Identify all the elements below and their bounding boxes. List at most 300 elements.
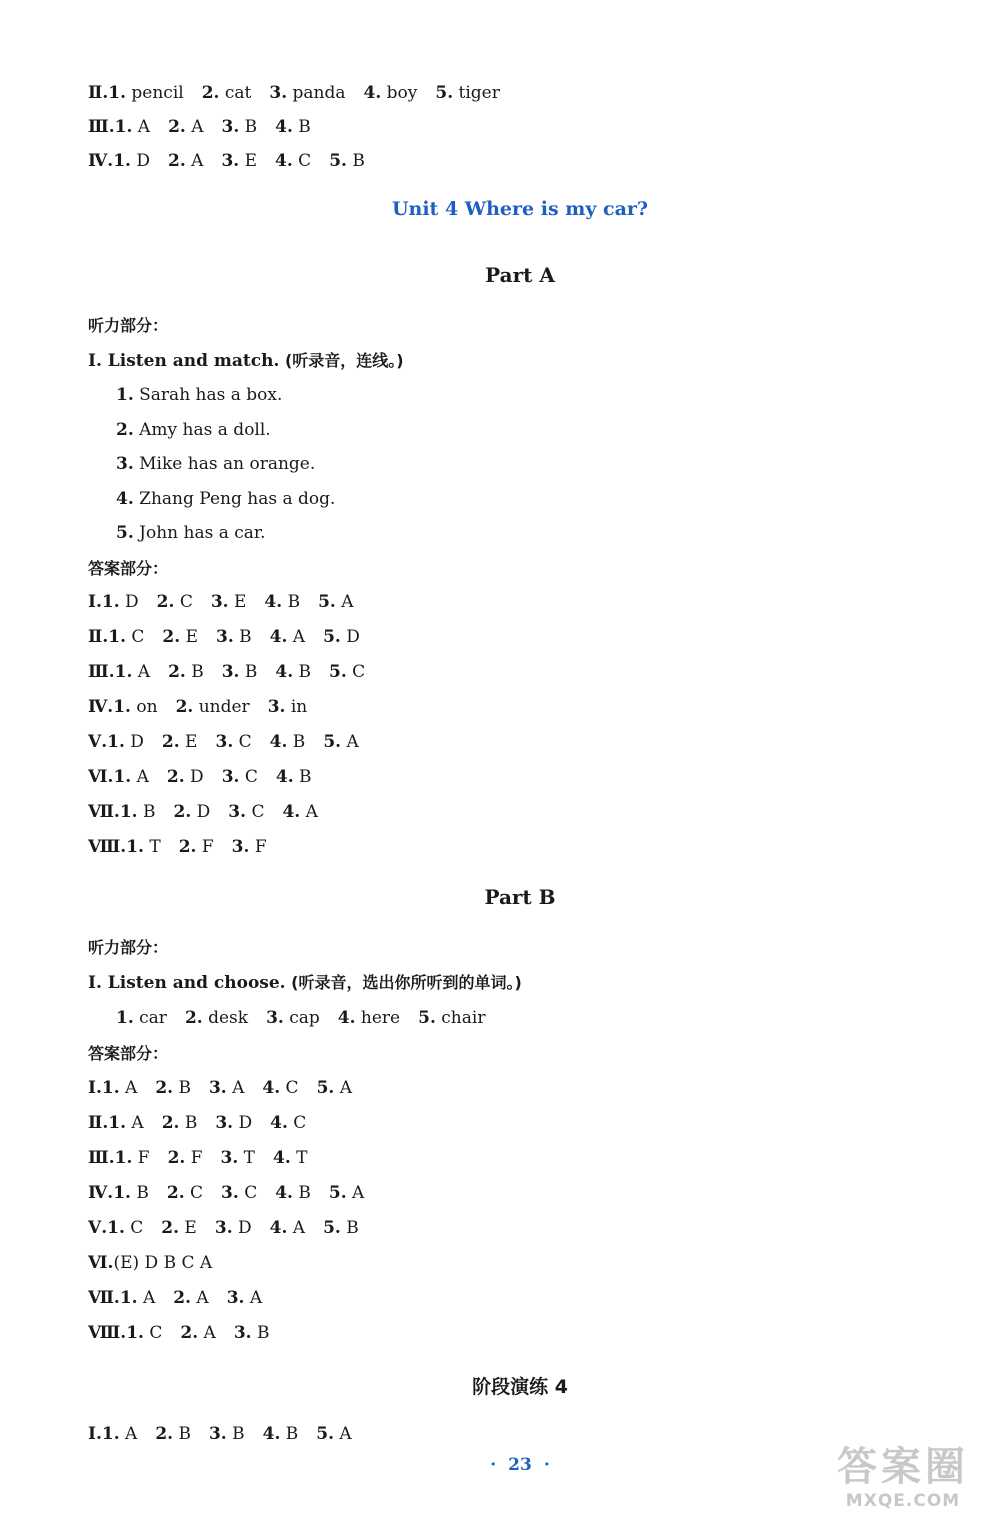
- answer-item: [162, 624, 198, 650]
- item-number: 2.: [173, 1288, 192, 1308]
- answer-item: [264, 589, 300, 615]
- item-number: 3.: [267, 697, 286, 717]
- section-numeral: Ⅱ.: [88, 83, 109, 103]
- answer-item: [316, 1421, 351, 1447]
- answer-item: [162, 729, 198, 755]
- item-number: 1.: [113, 697, 131, 717]
- item-answer: C: [287, 1113, 307, 1133]
- item-number: 3.: [228, 802, 247, 822]
- section-numeral: Ⅴ.: [88, 732, 108, 752]
- item-number: 3.: [266, 1008, 284, 1028]
- item-number: 2.: [161, 1113, 180, 1133]
- answer-item: [174, 799, 211, 825]
- item-number: 2.: [180, 1323, 199, 1343]
- item-answer: B: [173, 1424, 191, 1444]
- item-number: 3.: [231, 837, 250, 857]
- answer-section-label: 答案部分：: [88, 1044, 169, 1063]
- item-answer: C: [246, 802, 265, 822]
- item-text: here: [355, 1008, 401, 1028]
- item-number: 4.: [275, 1183, 293, 1203]
- answer-item: [113, 1180, 149, 1206]
- item-answer: A: [185, 117, 204, 137]
- item-answer: A: [185, 151, 204, 171]
- item-answer: D: [233, 1113, 253, 1133]
- item-answer: E: [180, 627, 198, 647]
- item-answer: F: [185, 1148, 203, 1168]
- item-number: 5.: [323, 732, 342, 752]
- answer-row: [88, 148, 383, 174]
- answer-row: [88, 80, 518, 106]
- item-answer: A: [287, 1218, 306, 1238]
- item-answer: on: [130, 697, 158, 717]
- item-answer: A: [132, 662, 151, 682]
- answer-item: [180, 1320, 215, 1346]
- item-number: 2.: [166, 1183, 185, 1203]
- item-number: 2.: [173, 802, 192, 822]
- answer-item: [216, 624, 252, 650]
- answer-item: [115, 114, 150, 140]
- item-number: 4.: [262, 1078, 281, 1098]
- answer-row: [88, 1180, 382, 1206]
- item-number: 1.: [101, 1424, 120, 1444]
- page-number-dot: ·: [490, 1455, 497, 1475]
- answer-item: [270, 729, 306, 755]
- answer-row: [88, 1145, 326, 1171]
- item-number: 3.: [216, 627, 234, 647]
- item-number: 4.: [273, 1148, 291, 1168]
- item-answer: B: [239, 662, 258, 682]
- item-answer: B: [340, 1218, 359, 1238]
- answer-item: [234, 1320, 270, 1346]
- section-numeral: Ⅱ.: [88, 1113, 109, 1133]
- item-number: 1.: [116, 1008, 134, 1028]
- answer-item: [107, 729, 144, 755]
- item-number: 2.: [161, 1218, 180, 1238]
- item-answer: C: [238, 1183, 258, 1203]
- item-answer: B: [130, 1183, 149, 1203]
- item-number: 5.: [323, 627, 341, 647]
- answer-item: [161, 1215, 197, 1241]
- task-instruction-en: Listen and match.: [101, 351, 280, 371]
- item-answer: A: [244, 1288, 263, 1308]
- item-answer: D: [340, 627, 360, 647]
- item-answer: B: [287, 732, 306, 752]
- answer-item: [317, 1075, 352, 1101]
- item-answer: B: [251, 1323, 270, 1343]
- section-numeral: Ⅰ.: [88, 1424, 102, 1444]
- item-answer: A: [131, 767, 149, 787]
- item-answer: F: [132, 1148, 150, 1168]
- item-answer: B: [137, 802, 156, 822]
- section-numeral: Ⅳ.: [88, 1183, 114, 1203]
- item-number: 1.: [108, 83, 126, 103]
- page-number-value: 23: [508, 1455, 532, 1475]
- item-number: 2.: [168, 151, 186, 171]
- item-number: 5.: [323, 1218, 341, 1238]
- item-number: 4.: [269, 1218, 288, 1238]
- item-number: 4.: [262, 1424, 281, 1444]
- item-answer: B: [233, 627, 252, 647]
- word-item: [185, 1005, 248, 1031]
- answer-item: [329, 659, 365, 685]
- answer-item: [275, 659, 311, 685]
- section-numeral: Ⅷ.: [88, 1323, 127, 1343]
- item-answer: A: [300, 802, 318, 822]
- item-number: 2.: [155, 1078, 174, 1098]
- item-number: 3.: [221, 117, 240, 137]
- item-number: 2.: [161, 732, 180, 752]
- section-numeral: Ⅳ.: [88, 697, 114, 717]
- item-answer: A: [341, 732, 359, 752]
- answer-row: [88, 659, 383, 685]
- answer-item: [215, 729, 251, 755]
- answer-row: [88, 589, 372, 615]
- item-number: 2.: [162, 627, 181, 647]
- item-number: 3.: [215, 1113, 234, 1133]
- answer-item: [168, 1145, 203, 1171]
- answer-item: [108, 624, 144, 650]
- answer-item: [222, 764, 258, 790]
- answer-item: [115, 659, 150, 685]
- sentence-number: 2.: [116, 420, 134, 440]
- answer-item: [168, 114, 203, 140]
- item-answer: B: [293, 767, 312, 787]
- item-answer: C: [184, 1183, 204, 1203]
- item-number: 3.: [269, 83, 288, 103]
- answer-row: [88, 114, 329, 140]
- item-answer: A: [346, 1183, 365, 1203]
- item-number: 3.: [221, 151, 240, 171]
- answer-row: [88, 1320, 287, 1346]
- answer-item: [262, 1075, 298, 1101]
- task-instruction-zh: (听录音，连线。): [279, 351, 404, 370]
- answer-item: [157, 589, 193, 615]
- item-number: 1.: [119, 802, 138, 822]
- item-answer: B: [280, 1424, 299, 1444]
- answer-item: [282, 799, 317, 825]
- answer-item: [113, 148, 150, 174]
- answer-row: [88, 1250, 212, 1276]
- word-list-row: [116, 1005, 503, 1031]
- item-number: 1.: [119, 1288, 138, 1308]
- answer-item: [113, 694, 157, 720]
- item-number: 3.: [221, 1183, 239, 1203]
- sentence-number: 3.: [116, 454, 134, 474]
- item-answer: pencil: [126, 83, 184, 103]
- section-numeral: Ⅰ.: [88, 1078, 102, 1098]
- stage-title: 阶段演练 4: [472, 1376, 568, 1398]
- item-number: 4.: [264, 592, 283, 612]
- item-answer: under: [193, 697, 250, 717]
- item-number: 3.: [221, 767, 240, 787]
- item-answer: C: [233, 732, 252, 752]
- section-numeral: Ⅴ.: [88, 1218, 108, 1238]
- answer-item: [102, 1075, 137, 1101]
- answer-item: [215, 1215, 252, 1241]
- answer-item: [209, 1421, 245, 1447]
- answer-row: [88, 729, 377, 755]
- answer-item: [211, 589, 247, 615]
- answer-section-label: 答案部分：: [88, 559, 169, 578]
- item-number: 2.: [167, 1148, 186, 1168]
- item-answer: A: [334, 1424, 352, 1444]
- item-answer: B: [292, 1183, 311, 1203]
- item-answer: C: [124, 1218, 144, 1238]
- answer-item: [215, 1110, 252, 1136]
- task-heading: [88, 348, 404, 374]
- item-number: 5.: [329, 151, 347, 171]
- item-answer: B: [282, 592, 301, 612]
- item-number: 1.: [126, 837, 144, 857]
- item-answer: D: [119, 592, 139, 612]
- word-item: [266, 1005, 320, 1031]
- answer-row: [88, 764, 330, 790]
- answer-item: [275, 114, 311, 140]
- watermark-logo: [818, 1444, 988, 1522]
- answer-item: [227, 1285, 262, 1311]
- task-instruction-en: Listen and choose.: [101, 973, 286, 993]
- answer-item: [202, 80, 252, 106]
- item-number: 1.: [114, 117, 133, 137]
- watermark-site: MXQE.COM: [845, 1491, 961, 1511]
- item-answer: A: [126, 1113, 144, 1133]
- answer-item: [102, 589, 139, 615]
- answer-item: [275, 148, 311, 174]
- answer-item: [108, 80, 183, 106]
- item-number: 3.: [221, 662, 240, 682]
- script-sentence: [116, 520, 266, 546]
- item-number: 5.: [435, 83, 454, 103]
- item-answer: A: [137, 1288, 156, 1308]
- item-answer: A: [198, 1323, 216, 1343]
- item-answer: E: [179, 732, 198, 752]
- unit-title: Unit 4 Where is my car?: [391, 198, 649, 220]
- item-number: 5.: [316, 1078, 335, 1098]
- item-number: 4.: [337, 1008, 356, 1028]
- watermark-logo-text: 答案圈: [837, 1444, 969, 1490]
- word-item: [338, 1005, 400, 1031]
- listening-section-label: 听力部分：: [88, 938, 169, 957]
- item-answer: F: [249, 837, 267, 857]
- section-numeral: Ⅲ.: [88, 1148, 115, 1168]
- section-numeral: Ⅳ.: [88, 151, 114, 171]
- item-text: chair: [435, 1008, 486, 1028]
- item-number: 5.: [418, 1008, 436, 1028]
- answer-row: [88, 799, 336, 825]
- item-number: 1.: [126, 1323, 144, 1343]
- item-answer: D: [130, 151, 151, 171]
- answer-item: [318, 589, 353, 615]
- item-answer: A: [191, 1288, 209, 1308]
- answer-item: [222, 659, 258, 685]
- item-number: 1.: [108, 627, 126, 647]
- answer-item: [155, 1075, 191, 1101]
- answer-item: [168, 148, 203, 174]
- answer-item: [167, 1180, 203, 1206]
- answer-item: [176, 694, 250, 720]
- answer-item: [168, 659, 204, 685]
- item-answer: A: [335, 592, 354, 612]
- item-number: 3.: [233, 1323, 252, 1343]
- section-numeral: Ⅰ.: [88, 592, 102, 612]
- sentence-text: Zhang Peng has a dog.: [133, 489, 336, 509]
- section-numeral: Ⅱ.: [88, 627, 109, 647]
- section-numeral: Ⅵ.: [88, 1253, 114, 1273]
- item-number: 3.: [208, 1424, 227, 1444]
- item-answer: in: [285, 697, 308, 717]
- item-number: 4.: [275, 117, 293, 137]
- part-b-title: Part B: [484, 885, 556, 909]
- answer-item: [270, 624, 305, 650]
- answer-item: [126, 834, 161, 860]
- item-number: 2.: [156, 592, 175, 612]
- item-answer: A: [119, 1424, 138, 1444]
- item-answer: A: [226, 1078, 245, 1098]
- answer-item: [167, 764, 204, 790]
- item-answer: C: [143, 1323, 163, 1343]
- item-number: 5.: [328, 1183, 347, 1203]
- item-answer: T: [290, 1148, 308, 1168]
- item-answer: boy: [381, 83, 418, 103]
- answer-item: [173, 1285, 208, 1311]
- item-number: 1.: [101, 592, 120, 612]
- answer-row: [88, 1421, 370, 1447]
- item-number: 3.: [214, 1218, 233, 1238]
- item-answer: B: [173, 1078, 191, 1098]
- item-answer: T: [143, 837, 161, 857]
- answer-item: [323, 1215, 359, 1241]
- item-number: 2.: [168, 117, 186, 137]
- task-numeral: Ⅰ.: [88, 973, 102, 993]
- answer-item: [364, 80, 418, 106]
- item-number: 5.: [329, 662, 347, 682]
- item-number: 2.: [166, 767, 185, 787]
- item-answer: F: [196, 837, 214, 857]
- item-answer: A: [287, 627, 306, 647]
- answer-item: [221, 148, 257, 174]
- item-number: 3.: [226, 1288, 245, 1308]
- answer-item: [323, 729, 358, 755]
- item-answer: B: [226, 1424, 245, 1444]
- item-number: 2.: [155, 1424, 174, 1444]
- item-answer: B: [293, 662, 312, 682]
- item-number: 5.: [316, 1424, 335, 1444]
- item-number: 1.: [113, 767, 132, 787]
- item-number: 3.: [208, 1078, 227, 1098]
- answer-item: [209, 1075, 244, 1101]
- item-answer: C: [126, 627, 145, 647]
- item-number: 1.: [108, 1113, 126, 1133]
- item-answer: D: [232, 1218, 252, 1238]
- item-answer: D: [184, 767, 204, 787]
- answer-item: [275, 1180, 311, 1206]
- answer-item: [120, 1285, 155, 1311]
- answer-item: [115, 1145, 150, 1171]
- answer-item: [270, 1215, 305, 1241]
- answer-item: [222, 114, 258, 140]
- item-number: 1.: [101, 1078, 120, 1098]
- item-answer: tiger: [453, 83, 500, 103]
- answer-item: [126, 1320, 162, 1346]
- item-answer: E: [239, 151, 258, 171]
- answer-row: [88, 1075, 370, 1101]
- answer-item: [221, 1145, 256, 1171]
- item-number: 2.: [184, 1008, 203, 1028]
- task-instruction-zh: (听录音，选出你所听到的单词。): [285, 973, 522, 992]
- item-answer: cat: [219, 83, 252, 103]
- item-text: car: [133, 1008, 167, 1028]
- section-numeral: Ⅶ.: [88, 802, 120, 822]
- item-number: 4.: [282, 802, 301, 822]
- item-number: 1.: [113, 1183, 131, 1203]
- answer-item: [162, 1110, 198, 1136]
- answer-row: [88, 1215, 377, 1241]
- answer-item: [269, 80, 345, 106]
- item-answer: C: [239, 767, 258, 787]
- answer-item: [323, 624, 360, 650]
- item-number: 4.: [275, 151, 293, 171]
- item-number: 5.: [318, 592, 336, 612]
- section-numeral: Ⅵ.: [88, 767, 114, 787]
- script-sentence: [116, 382, 282, 408]
- item-text: desk: [202, 1008, 249, 1028]
- task-heading: [88, 970, 522, 996]
- item-number: 1.: [107, 1218, 125, 1238]
- sentence-text: Amy has a doll.: [133, 420, 271, 440]
- answer-row: [88, 694, 325, 720]
- item-answer: B: [346, 151, 365, 171]
- answer-item: [179, 834, 214, 860]
- answer-item: [263, 1421, 299, 1447]
- answer-item: [228, 799, 264, 825]
- item-answer: B: [179, 1113, 198, 1133]
- sentence-number: 5.: [116, 523, 134, 543]
- item-number: 2.: [168, 662, 186, 682]
- answer-row: [88, 1285, 280, 1311]
- word-item: [418, 1005, 485, 1031]
- answer-item: [329, 148, 365, 174]
- item-number: 4.: [269, 627, 288, 647]
- script-sentence: [116, 417, 271, 443]
- word-item: [116, 1005, 167, 1031]
- item-number: 1.: [114, 1148, 133, 1168]
- item-number: 3.: [215, 732, 234, 752]
- item-answer: E: [228, 592, 247, 612]
- answer-item: [232, 834, 267, 860]
- item-number: 2.: [201, 83, 220, 103]
- item-answer: D: [124, 732, 144, 752]
- item-answer: C: [280, 1078, 299, 1098]
- listening-section-label: 听力部分：: [88, 316, 169, 335]
- sentence-text: Sarah has a box.: [133, 385, 283, 405]
- item-number: 3.: [210, 592, 229, 612]
- item-answer: B: [239, 117, 258, 137]
- item-number: 4.: [275, 662, 294, 682]
- answer-item: [270, 1110, 306, 1136]
- answer-item: [329, 1180, 364, 1206]
- item-answer: A: [132, 117, 151, 137]
- item-number: 4.: [269, 732, 288, 752]
- answer-row: [88, 624, 378, 650]
- section-numeral: Ⅲ.: [88, 662, 115, 682]
- answer-item: [155, 1421, 191, 1447]
- answer-item: [107, 1215, 143, 1241]
- answer-item: [276, 764, 312, 790]
- item-number: 3.: [220, 1148, 239, 1168]
- item-answer: B: [292, 117, 311, 137]
- answer-row: [88, 1110, 324, 1136]
- answer-text: (E) D B C A: [113, 1253, 213, 1273]
